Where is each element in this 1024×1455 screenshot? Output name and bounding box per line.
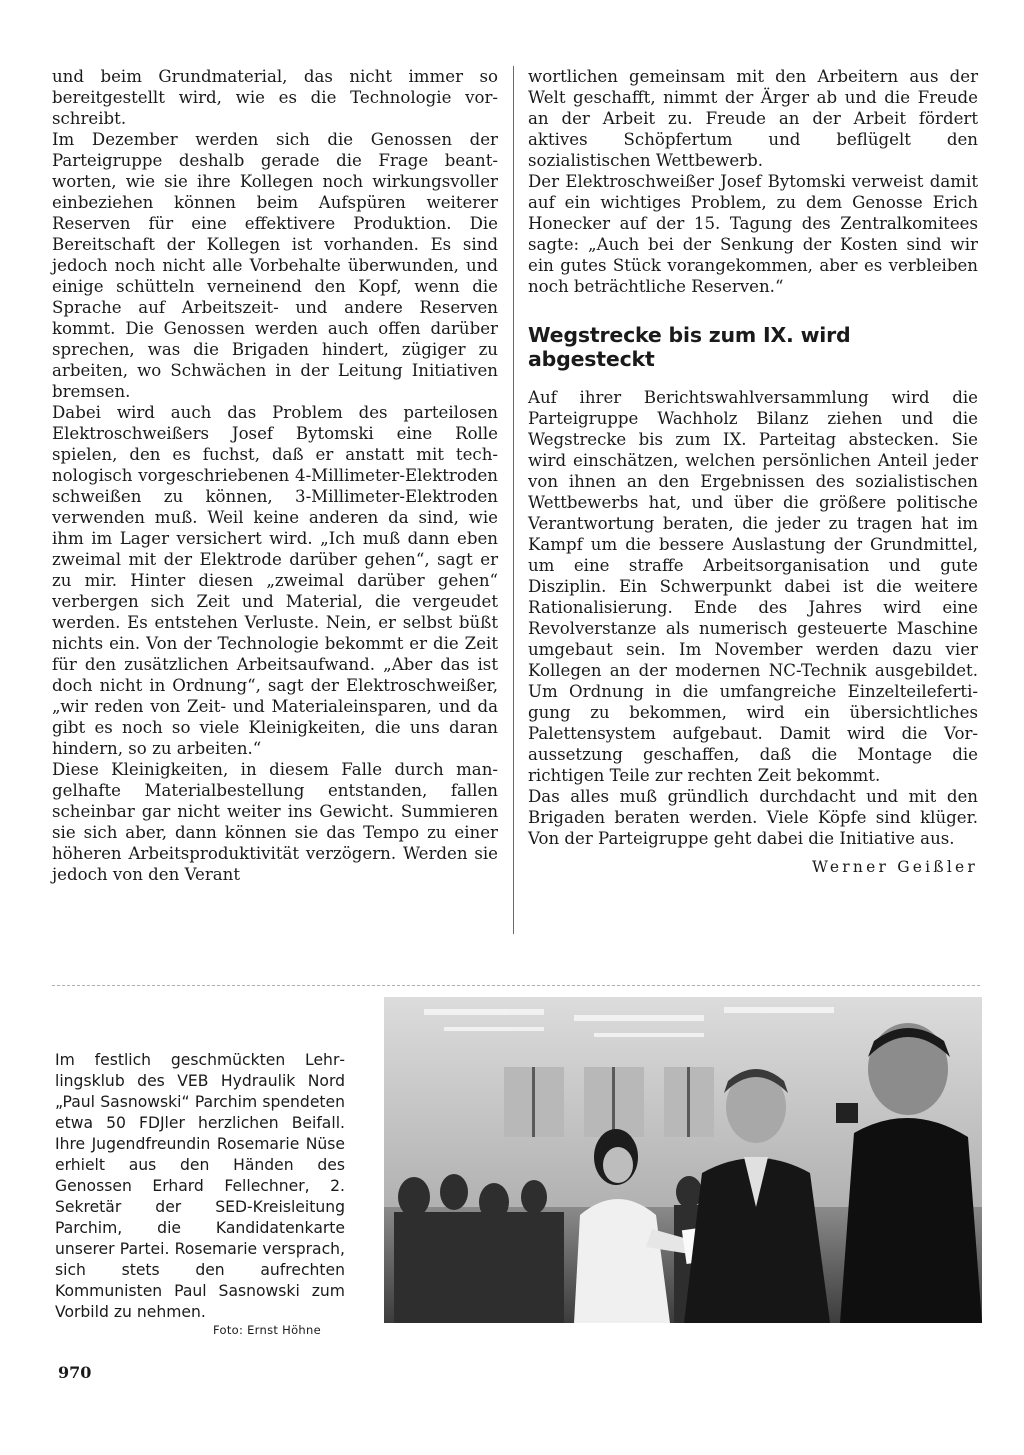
- section-heading: Wegstrecke bis zum IX. wird abgesteckt: [528, 323, 851, 371]
- article-paragraph: Dabei wird auch das Problem des parteilosen Elektroschweißers Josef Bytomski eine Rolle spielen, den es fuchst, daß er anstatt mit technologisch vorgeschriebenen 4-Millimeter-Elektroden schweißen zu können, 3-Millimeter-Elektroden verwenden muß. Weil keine anderen da sind, wie ihm im Lager versichert wird. „Ich muß dann eben zweimal mit der Elektrode darüber gehen“, sagt er zu mir. Hinter diesen „zweimal darüber gehen“ verbergen sich Zeit und Material, die vergeudet werden. Es entstehen Verluste. Nein, er selbst büßt nichts ein. Von der Technologie bekommt er die Zeit für den zusätzlichen Arbeitsaufwand. „Aber das ist doch nicht in Ordnung“, sagt der Elektroschweißer, „wir reden von Zeit- und Materialeinsparen, und da gibt es noch so viele Kleinigkeiten, die uns daran hindern, so zu arbeiten.“: [52, 403, 498, 758]
- article-paragraph: Auf ihrer Berichtswahlversammlung wird die Parteigruppe Wachholz Bilanz ziehen und die Wegstrecke bis zum IX. Parteitag abstecken. Sie wird einschätzen, welchen persönlichen Anteil jeder von ihnen an den Ergebnissen des sozialistischen Wettbewerbs hat, und über die größere politische Verantwortung beraten, die jeder zu tragen hat im Kampf um die bessere Auslastung der Grundmittel, um eine straffe Arbeitsorganisation und gute Disziplin. Ein Schwerpunkt dabei ist die weitere Rationalisierung. Ende des Jahres wird eine Revolverstanze als numerisch gesteuerte Maschine umgebaut sein. Im November werden dazu vier Kollegen an der modernen NC-Technik ausgebildet. Um Ordnung in die umfangreiche Einzelteilefertigung zu bekommen, wird ein übersichtliches Palettensystem aufgebaut. Damit wird die Voraussetzung geschaffen, daß die Montage die richtigen Teile zur rechten Zeit bekommt.: [528, 388, 978, 785]
- page-number: 970: [58, 1363, 92, 1382]
- article-paragraph: und beim Grundmaterial, das nicht immer so bereitgestellt wird, wie es die Technologie vorschreibt.: [52, 67, 498, 128]
- photo-caption: Im festlich geschmückten Lehrlingsklub des VEB Hydraulik Nord „Paul Sasnowski“ Parchim spendeten etwa 50 FDJler herzlichen Beifall. Ihre Jugendfreundin Rosemarie Nüse erhielt aus den Händen des Genossen Erhard Fellechner, 2. Sekretär der SED-Kreisleitung Parchim, die Kandidatenkarte unserer Partei. Rosemarie versprach, sich stets den aufrechten Kommunisten Paul Sasnowski zum Vorbild zu nehmen.: [55, 1051, 345, 1321]
- article-paragraph: Diese Kleinigkeiten, in diesem Falle durch mangelhafte Materialbestellung entstanden, fallen scheinbar gar nicht weiter ins Gewicht. Summieren sie sich aber, dann können sie das Tempo zu einer höheren Arbeitsproduktivität verzögern. Werden sie jedoch von den Verant: [52, 760, 498, 884]
- article-column-right: [528, 66, 978, 878]
- article-column-left: [52, 66, 498, 885]
- ceremony-photo: [384, 997, 982, 1323]
- ceremony-photo-illustration: [384, 997, 982, 1323]
- article-paragraph: Der Elektroschweißer Josef Bytomski verweist damit auf ein wichtiges Problem, zu dem Genosse Erich Honecker auf der 15. Tagung des Zentralkomitees sagte: „Auch bei der Senkung der Kosten sind wir ein gutes Stück vorangekommen, aber es verbleiben noch beträchtliche Reserven.“: [528, 172, 978, 296]
- article-paragraph: Im Dezember werden sich die Genossen der Parteigruppe deshalb gerade die Frage beantworten, wie sie ihre Kollegen noch wirkungsvoller einbeziehen können beim Aufspüren weiterer Reserven für eine effektivere Produktion. Die Bereitschaft der Kollegen ist vorhanden. Es sind jedoch noch nicht alle Vorbehalte überwunden, und einige schütteln verneinend den Kopf, wenn die Sprache auf Arbeitszeit- und andere Reserven kommt. Die Genossen werden auch offen darüber sprechen, was die Brigaden hindert, zügiger zu arbeiten, wo Schwächen in der Leitung Initiativen bremsen.: [52, 130, 498, 401]
- article-paragraph: Das alles muß gründlich durchdacht und mit den Brigaden beraten werden. Viele Köpfe sind klüger. Von der Parteigruppe geht dabei die Initiative aus.: [528, 787, 978, 848]
- article-paragraph: wortlichen gemeinsam mit den Arbeitern aus der Welt geschafft, nimmt der Ärger ab und die Freude an der Arbeit zu. Freude an der Arbeit fördert aktives Schöpfertum und beflügelt den sozialistischen Wettbewerb.: [528, 67, 978, 170]
- photo-credit: Foto: Ernst Höhne: [213, 1323, 321, 1337]
- section-separator: [52, 985, 980, 986]
- column-divider: [513, 66, 514, 934]
- author-byline: Werner Geißler: [812, 858, 978, 876]
